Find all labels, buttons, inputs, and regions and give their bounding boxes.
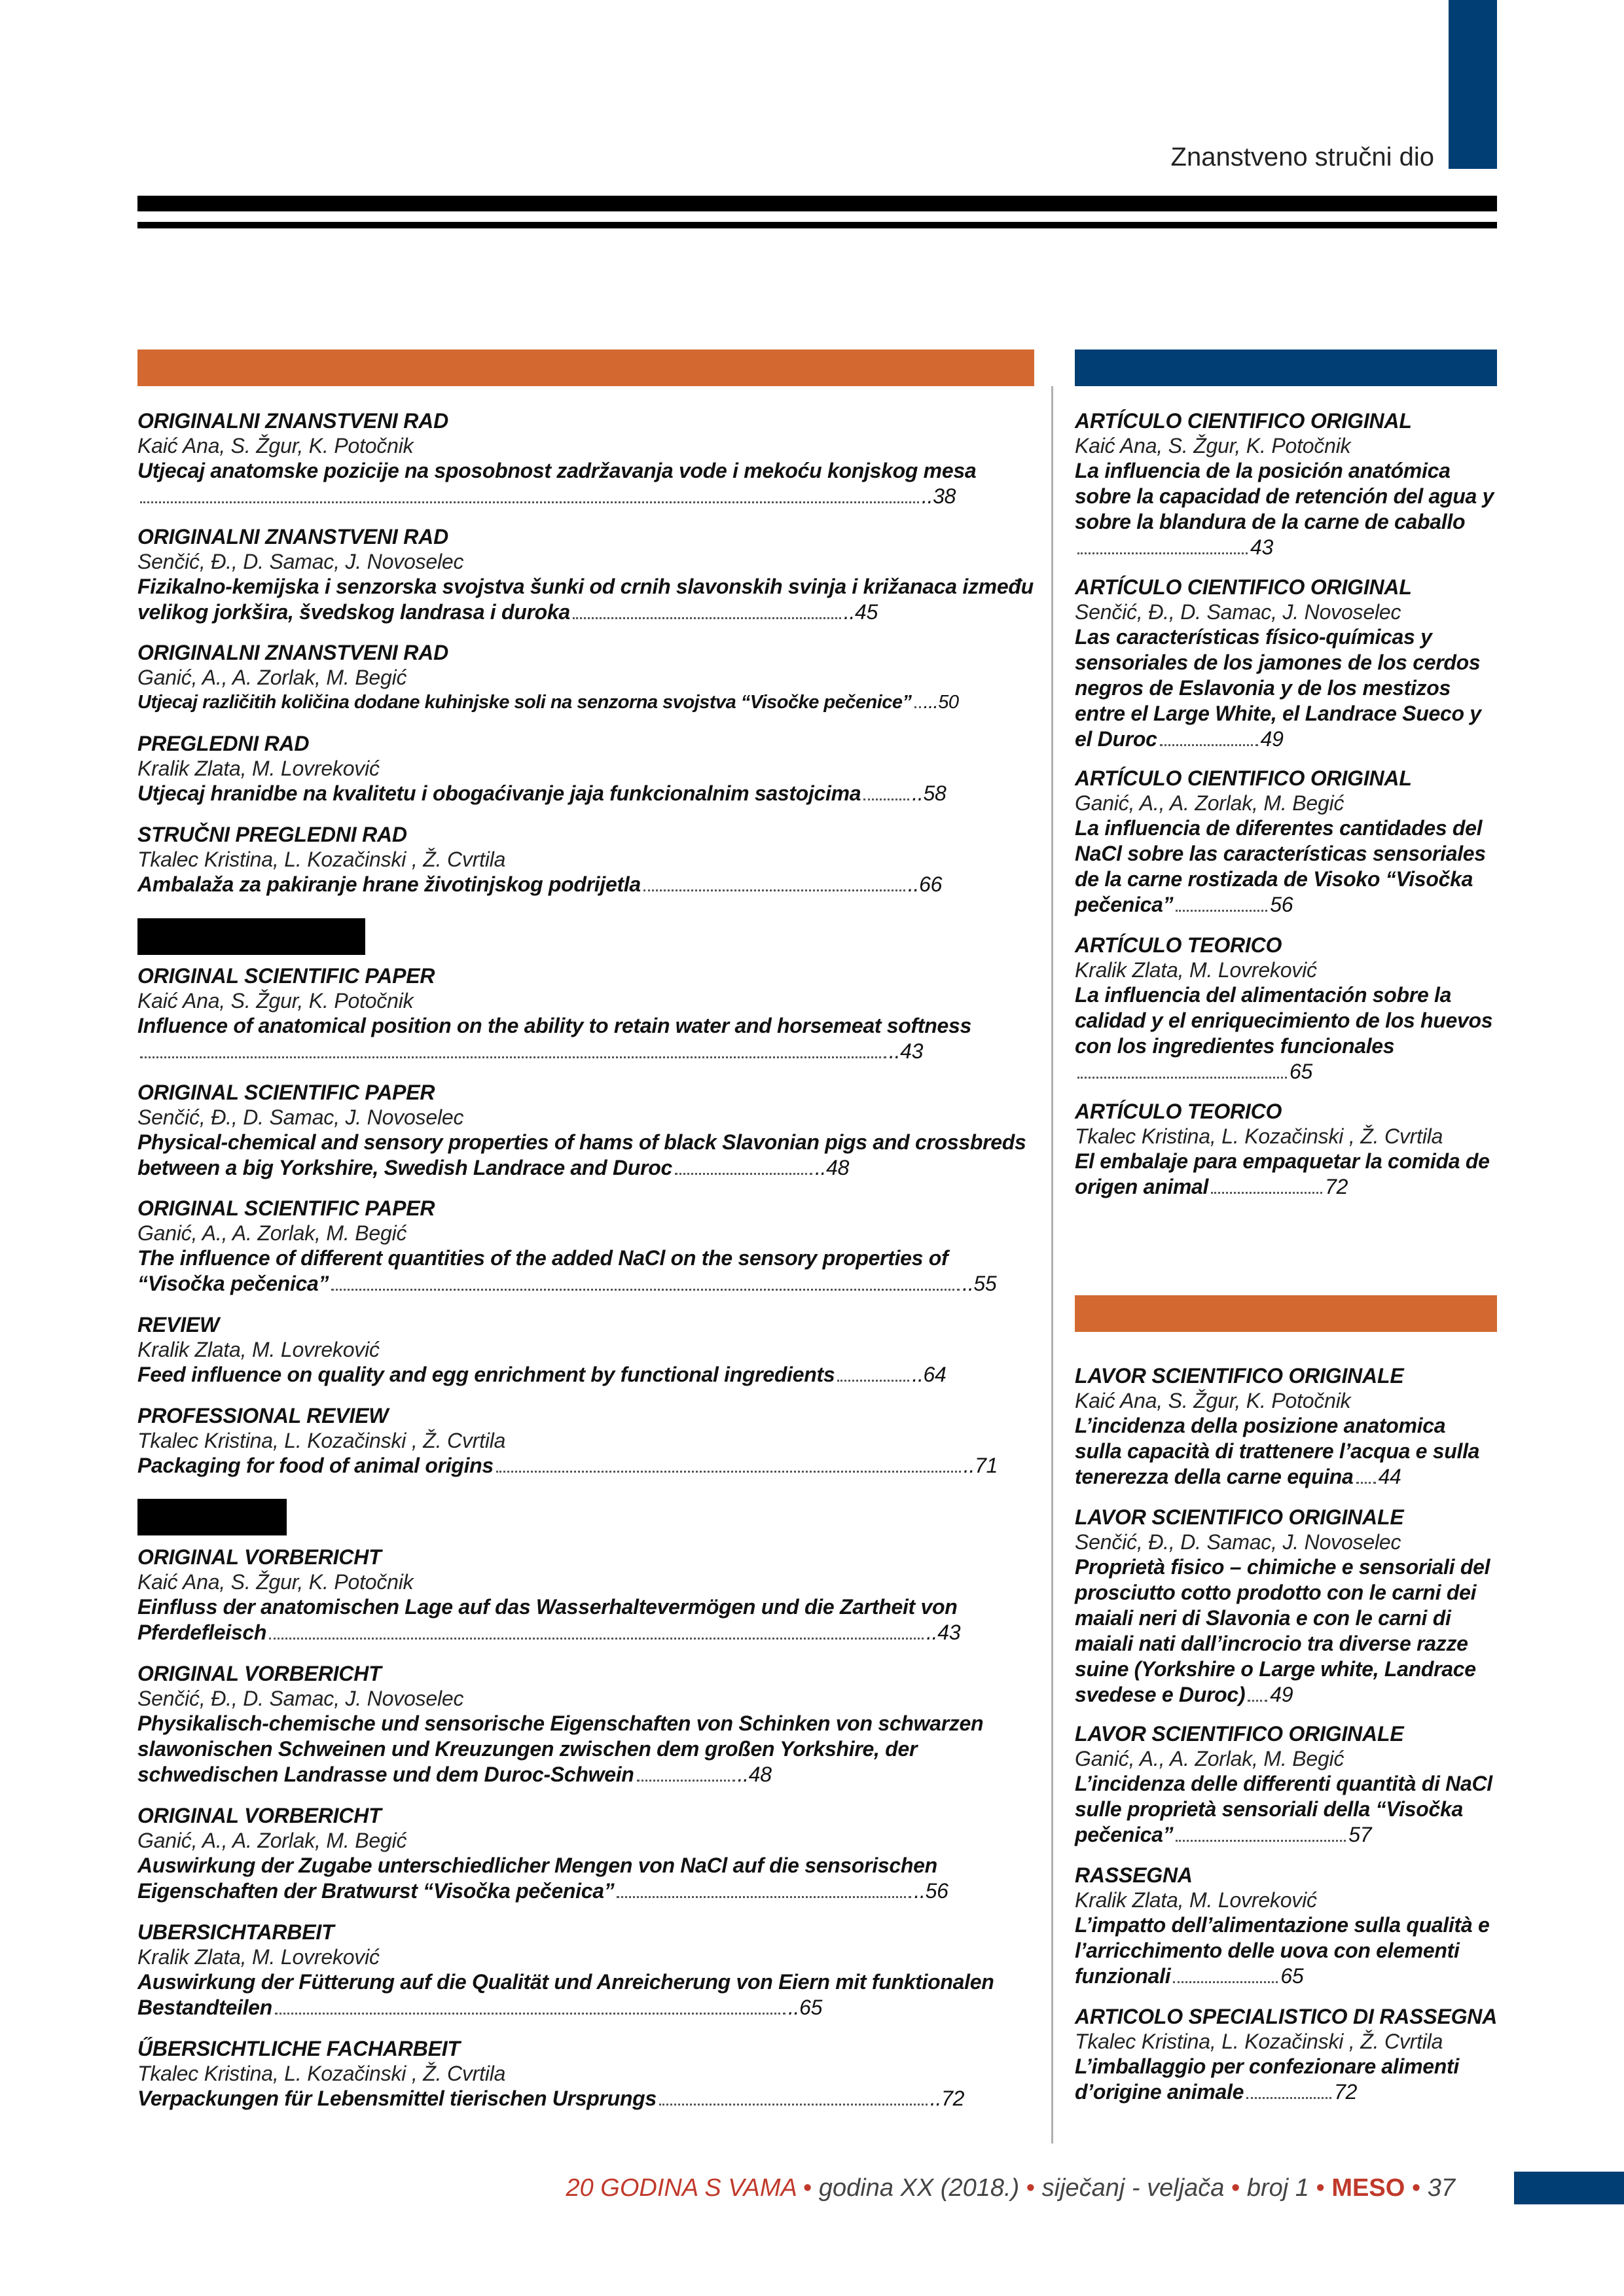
top-accent-tab	[1449, 0, 1497, 169]
entry-page: ..65	[787, 1996, 823, 2019]
entry-authors: Senčić, Đ., D. Samac, J. Novoselec	[137, 550, 464, 573]
entry-title: Utjecaj različitih količina dodane kuhinjske soli na senzorna svojstva “Visočke pečenice”	[137, 692, 912, 713]
entry-page: 65	[1280, 1964, 1304, 1988]
entry-page: ..48	[737, 1763, 772, 1786]
entry-title: Las características físico-químicas y sensoriales de los jamones de los cerdos negros de Eslavonia y de los mestizos entre el Large White, el Landrace Sueco y el Duroc	[1075, 625, 1481, 751]
toc-entry[interactable]	[137, 2036, 1034, 2111]
entry-title: La influencia de diferentes cantidades del NaCl sobre las características sensoriales de la carne rostizada de Visoko “Visočka pečenica”	[1075, 816, 1486, 916]
entry-authors: Kralik Zlata, M. Lovreković	[1075, 1888, 1317, 1912]
entry-page: 57	[1348, 1823, 1372, 1846]
entry-category: ARTÍCULO TEORICO	[1075, 933, 1282, 957]
entry-title: Verpackungen für Lebensmittel tierischen Ursprungs	[137, 2087, 657, 2110]
entry-page: ..72	[929, 2087, 965, 2110]
entry-authors: Senčić, Đ., D. Samac, J. Novoselec	[1075, 600, 1401, 624]
toc-entry[interactable]	[137, 1545, 1034, 1645]
entry-authors: Senčić, Đ., D. Samac, J. Novoselec	[137, 1687, 464, 1710]
entry-title: L’impatto dell’alimentazione sulla qualità e l’arricchimento delle uova con elementi funzionali	[1075, 1913, 1490, 1988]
entry-title: Einfluss der anatomischen Lage auf das Wasserhaltevermögen und die Zartheit von Pferdefleisch	[137, 1595, 958, 1644]
header-rule-thin	[137, 222, 1497, 228]
entry-page: 49	[1260, 727, 1284, 751]
entry-page: ..43	[889, 1039, 924, 1063]
entry-title: L’incidenza delle differenti quantità di NaCl sulle proprietà sensoriali della “Visočka pečenica”	[1075, 1772, 1492, 1846]
toc-entry[interactable]	[137, 1661, 1034, 1787]
entry-page: ..66	[907, 872, 943, 896]
entry-title: Influence of anatomical position on the ability to retain water and horsemeat softness	[137, 1014, 971, 1037]
toc-entry[interactable]	[137, 1403, 1034, 1479]
entry-page: ...50	[923, 692, 959, 713]
footer-months: siječanj - veljača	[1041, 2174, 1225, 2202]
entry-authors: Tkalec Kristina, L. Kozačinski , Ž. Cvrtila	[137, 2062, 506, 2085]
entry-category: ORIGINALNI ZNANSTVENI RAD	[137, 525, 449, 548]
es-section-bar	[1075, 350, 1497, 386]
entry-title: Utjecaj hranidbe na kvalitetu i obogaćivanje jaja funkcionalnim sastojcima	[137, 781, 861, 805]
entry-category: ORIGINALNI ZNANSTVENI RAD	[137, 409, 449, 433]
entry-authors: Kaić Ana, S. Žgur, K. Potočnik	[1075, 1389, 1351, 1412]
toc-entry[interactable]	[137, 1920, 1034, 2020]
entry-authors: Ganić, A., A. Zorlak, M. Begić	[137, 1829, 407, 1852]
de-section-bar	[137, 1499, 287, 1535]
toc-entry[interactable]	[1075, 408, 1497, 560]
header-rule-thick	[137, 196, 1497, 211]
entry-title: Auswirkung der Zugabe unterschiedlicher Mengen von NaCl auf die sensorischen Eigenschaften der Bratwurst “Visočka pečenica”	[137, 1854, 937, 1903]
footer-separator: •	[803, 2174, 812, 2202]
toc-entry[interactable]	[137, 1196, 1034, 1297]
toc-entry[interactable]	[137, 1803, 1034, 1904]
entry-authors: Ganić, A., A. Zorlak, M. Begić	[137, 666, 407, 689]
footer-accent-tab	[1514, 2172, 1624, 2204]
toc-entry[interactable]	[1075, 1363, 1497, 1490]
toc-entry[interactable]	[137, 1080, 1034, 1181]
entry-category: ORIGINAL SCIENTIFIC PAPER	[137, 964, 435, 988]
it-section-bar	[1075, 1295, 1497, 1332]
entry-authors: Kaić Ana, S. Žgur, K. Potočnik	[1075, 434, 1351, 457]
entry-category: PROFESSIONAL REVIEW	[137, 1404, 389, 1427]
toc-entry[interactable]	[1075, 1505, 1497, 1708]
entry-title: L’incidenza della posizione anatomica sulla capacità di trattenere l’acqua e sulla tenerezza della carne equina	[1075, 1414, 1480, 1488]
entry-category: ARTÍCULO TEORICO	[1075, 1100, 1282, 1123]
entry-authors: Tkalec Kristina, L. Kozačinski , Ž. Cvrtila	[137, 1429, 506, 1452]
entry-category: ORIGINALNI ZNANSTVENI RAD	[137, 641, 449, 664]
entry-title: The influence of different quantities of the added NaCl on the sensory properties of “Visočka pečenica”	[137, 1246, 948, 1295]
entry-title: Proprietà fisico – chimiche e sensoriali del prosciutto cotto prodotto con le carni dei maiali neri di Slavonia e con le carni di maiali nati dall’incrocio tra diverse razze suine (Yorkshire o Large white, Landrace svedese e Duroc)	[1075, 1555, 1490, 1706]
toc-entry[interactable]	[1075, 2004, 1497, 2105]
entry-category: ARTÍCULO CIENTIFICO ORIGINAL	[1075, 766, 1412, 790]
entry-category: ARTÍCULO CIENTIFICO ORIGINAL	[1075, 575, 1412, 599]
entry-title: Physical-chemical and sensory properties of hams of black Slavonian pigs and crossbreds between a big Yorkshire, Swedish Landrace and Duroc	[137, 1130, 1026, 1179]
entry-category: LAVOR SCIENTIFICO ORIGINALE	[1075, 1505, 1404, 1529]
entry-category: RASSEGNA	[1075, 1863, 1193, 1887]
entry-category: ORIGINAL VORBERICHT	[137, 1662, 382, 1685]
toc-entry[interactable]	[137, 731, 1034, 806]
entry-page: 65	[1290, 1060, 1312, 1083]
entry-authors: Tkalec Kristina, L. Kozačinski , Ž. Cvrtila	[1075, 2030, 1443, 2053]
entry-authors: Ganić, A., A. Zorlak, M. Begić	[1075, 1747, 1344, 1770]
footer-anniversary: 20 GODINA S VAMA	[566, 2174, 797, 2202]
entry-page: ..71	[963, 1454, 998, 1477]
entry-authors: Senčić, Đ., D. Samac, J. Novoselec	[1075, 1530, 1401, 1554]
entry-category: ORIGINAL VORBERICHT	[137, 1804, 382, 1827]
entry-category: ARTÍCULO CIENTIFICO ORIGINAL	[1075, 409, 1412, 433]
entry-category: REVIEW	[137, 1313, 220, 1336]
entry-title: El embalaje para empaquetar la comida de origen animal	[1075, 1149, 1490, 1198]
entry-category: ORIGINAL VORBERICHT	[137, 1545, 382, 1569]
entry-category: ORIGINAL SCIENTIFIC PAPER	[137, 1081, 435, 1104]
en-section-bar	[137, 918, 365, 955]
entry-authors: Senčić, Đ., D. Samac, J. Novoselec	[137, 1105, 464, 1129]
toc-entry[interactable]	[137, 524, 1034, 625]
entry-authors: Kralik Zlata, M. Lovreković	[137, 1945, 380, 1969]
entry-page: 72	[1325, 1175, 1348, 1198]
entry-authors: Kaić Ana, S. Žgur, K. Potočnik	[137, 434, 414, 457]
entry-category: ŰBERSICHTLICHE FACHARBEIT	[137, 2037, 460, 2060]
entry-category: STRUČNI PREGLEDNI RAD	[137, 823, 407, 846]
toc-entry[interactable]	[137, 1312, 1034, 1388]
entry-category: ORIGINAL SCIENTIFIC PAPER	[137, 1196, 435, 1220]
entry-title: La influencia del alimentación sobre la calidad y el enriquecimiento de los huevos con los ingredientes funcionales	[1075, 983, 1493, 1058]
page-number: 37	[1427, 2174, 1455, 2202]
page-footer	[566, 2174, 1455, 2202]
entry-title: Ambalaža za pakiranje hrane životinjskog podrijetla	[137, 872, 641, 896]
entry-page: ..58	[912, 781, 947, 805]
entry-category: ARTICOLO SPECIALISTICO DI RASSEGNA	[1075, 2005, 1498, 2028]
entry-title: Auswirkung der Fütterung auf die Qualität und Anreicherung von Eiern mit funktionalen Bestandteilen	[137, 1970, 994, 2019]
entry-category: UBERSICHTARBEIT	[137, 1920, 334, 1944]
entry-authors: Ganić, A., A. Zorlak, M. Begić	[1075, 791, 1344, 815]
entry-authors: Kralik Zlata, M. Lovreković	[137, 757, 380, 780]
section-label: Znanstveno stručni dio	[1170, 143, 1434, 171]
entry-page: ..45	[843, 600, 878, 624]
entry-page: ..64	[912, 1363, 947, 1386]
entry-page: 49	[1270, 1683, 1293, 1706]
footer-year: godina XX (2018.)	[818, 2174, 1020, 2202]
toc-entry[interactable]	[137, 822, 1034, 897]
entry-title: Feed influence on quality and egg enrichment by functional ingredients	[137, 1363, 835, 1386]
footer-separator: •	[1316, 2174, 1325, 2202]
entry-authors: Kralik Zlata, M. Lovreković	[1075, 958, 1317, 982]
entry-page: ..48	[814, 1156, 850, 1179]
entry-title: Packaging for food of animal origins	[137, 1454, 494, 1477]
entry-page: 44	[1378, 1465, 1401, 1488]
hr-section-bar	[137, 350, 1034, 386]
entry-page: 72	[1334, 2080, 1358, 2104]
entry-title: Physikalisch-chemische und sensorische Eigenschaften von Schinken von schwarzen slawonischen Schweinen und Kreuzungen zwischen dem großen Yorkshire, der schwedischen Landrasse und dem Duroc-Schwein	[137, 1712, 984, 1786]
footer-brand: MESO	[1331, 2174, 1405, 2202]
entry-title: Fizikalno-kemijska i senzorska svojstva šunki od crnih slavonskih svinja i križanaca između velikog jorkšira, švedskog landrasa i duroka	[137, 575, 1034, 624]
entry-page: 43	[1250, 535, 1273, 559]
entry-authors: Kaić Ana, S. Žgur, K. Potočnik	[137, 1570, 414, 1594]
footer-separator: •	[1231, 2174, 1240, 2202]
entry-category: LAVOR SCIENTIFICO ORIGINALE	[1075, 1364, 1404, 1388]
entry-title: La influencia de la posición anatómica sobre la capacidad de retención del agua y sobre la blandura de la carne de caballo	[1075, 459, 1494, 533]
entry-page: ..38	[922, 484, 956, 508]
entry-authors: Tkalec Kristina, L. Kozačinski , Ž. Cvrtila	[137, 848, 506, 871]
entry-page: ..55	[962, 1272, 997, 1295]
entry-authors: Kralik Zlata, M. Lovreković	[137, 1338, 380, 1361]
entry-page: 56	[1270, 893, 1293, 916]
toc-entry[interactable]	[137, 408, 1034, 509]
footer-issue: broj 1	[1246, 2174, 1309, 2202]
toc-entry[interactable]	[1075, 766, 1497, 918]
toc-entry[interactable]	[1075, 1863, 1497, 1989]
footer-separator: •	[1411, 2174, 1421, 2202]
entry-category: PREGLEDNI RAD	[137, 732, 310, 755]
entry-title: L’imballaggio per confezionare alimenti d’origine animale	[1075, 2054, 1459, 2104]
entry-title: Utjecaj anatomske pozicije na sposobnost zadržavanja vode i mekoću konjskog mesa	[137, 459, 977, 482]
toc-entry[interactable]	[1075, 575, 1497, 752]
toc-entry[interactable]	[1075, 1721, 1497, 1848]
entry-authors: Ganić, A., A. Zorlak, M. Begić	[137, 1221, 407, 1245]
footer-separator: •	[1026, 2174, 1036, 2202]
entry-category: LAVOR SCIENTIFICO ORIGINALE	[1075, 1722, 1404, 1746]
toc-entry[interactable]	[137, 963, 1034, 1064]
entry-page: ..43	[926, 1621, 961, 1644]
entry-authors: Tkalec Kristina, L. Kozačinski , Ž. Cvrtila	[1075, 1124, 1443, 1148]
toc-entry[interactable]	[137, 640, 1034, 715]
toc-entry[interactable]	[1075, 933, 1497, 1085]
toc-entry[interactable]	[1075, 1099, 1497, 1200]
column-divider	[1051, 386, 1053, 2144]
entry-authors: Kaić Ana, S. Žgur, K. Potočnik	[137, 989, 414, 1013]
entry-page: ..56	[914, 1879, 948, 1903]
